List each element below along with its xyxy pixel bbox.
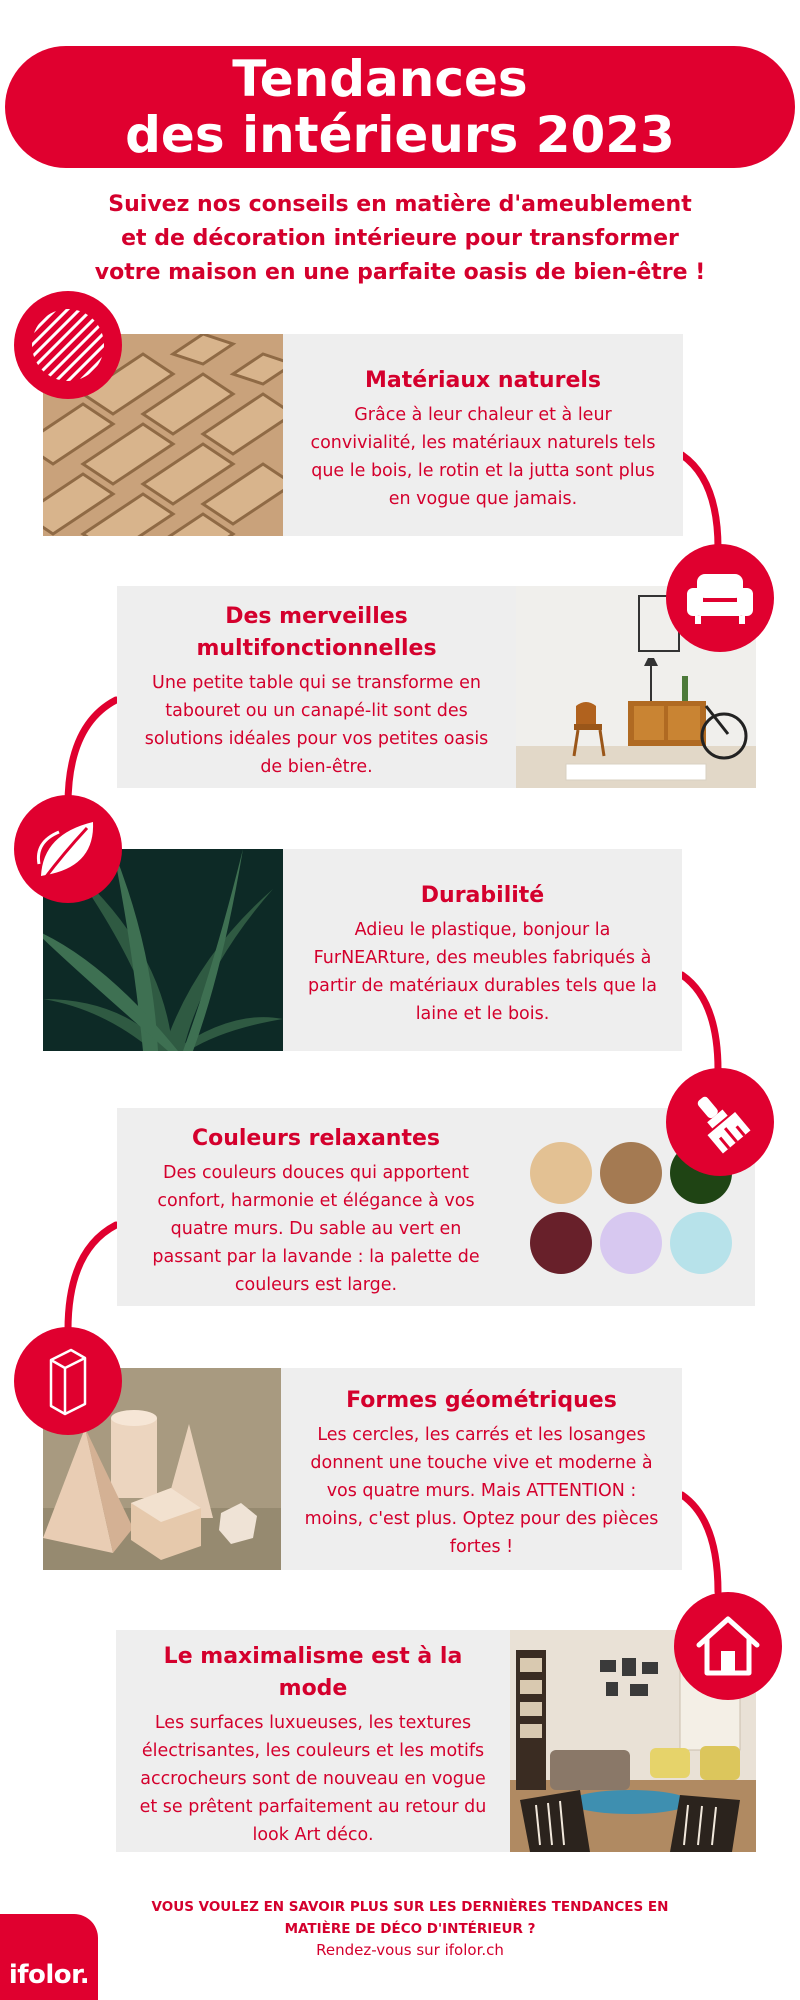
- section-body: Adieu le plastique, bonjour la FurNEARture, des meubles fabriqués à partir de matériaux durables tels que la laine et le bois.: [308, 920, 657, 1024]
- section-text: [117, 1108, 515, 1306]
- ifolor-logo[interactable]: [0, 1914, 98, 2000]
- section-text: [283, 849, 682, 1051]
- armchair-icon: [666, 544, 774, 652]
- section-title: Durabilité: [420, 883, 545, 908]
- intro-line: et de décoration intérieure pour transformer: [121, 226, 679, 251]
- section-multifunctional: [117, 586, 756, 788]
- section-body: Des couleurs douces qui apportent confort, harmonie et élégance à vos quatre murs. Du sable au vert en passant par la lavande : la palette de couleurs est large.: [152, 1163, 480, 1295]
- section-maximalism: [116, 1630, 756, 1852]
- section-body: Les surfaces luxueuses, les textures électrisantes, les couleurs et les motifs accrocheurs sont de nouveau en vogue et se prêtent parfaitement au retour du look Art déco.: [139, 1713, 487, 1845]
- footer-link[interactable]: Rendez-vous sur ifolor.ch: [316, 1941, 504, 1959]
- section-body: Une petite table qui se transforme en tabouret ou un canapé-lit sont des solutions idéales pour vos petites oasis de bien-être.: [144, 673, 489, 777]
- cuboid-icon: [14, 1327, 122, 1435]
- section-natural-materials: [43, 334, 683, 536]
- section-geometric-shapes: [43, 1368, 682, 1570]
- section-title: Formes géométriques: [346, 1388, 617, 1413]
- hatched-circle-icon: [14, 291, 122, 399]
- section-body: Les cercles, les carrés et les losanges donnent une touche vive et moderne à vos quatre murs. Mais ATTENTION : moins, c'est plus. Optez pour des pièces fortes !: [304, 1425, 659, 1557]
- section-relaxing-colors: [117, 1108, 755, 1306]
- color-swatch: [670, 1212, 732, 1274]
- intro-line: votre maison en une parfaite oasis de bien-être !: [94, 260, 706, 285]
- page-title-line1: Tendances: [232, 50, 528, 108]
- intro-line: Suivez nos conseils en matière d'ameublement: [108, 192, 692, 217]
- section-title: Le maximalisme est à la mode: [163, 1644, 463, 1701]
- color-swatch: [530, 1142, 592, 1204]
- section-title: Des merveilles multifonctionnelles: [196, 604, 437, 661]
- section-sustainability: [43, 849, 682, 1051]
- section-text: [281, 1368, 682, 1570]
- section-body: Grâce à leur chaleur et à leur convivialité, les matériaux naturels tels que le bois, le rotin et la jutta sont plus en vogue que jamais.: [310, 405, 656, 509]
- footer: [120, 1896, 700, 1960]
- intro-text: [60, 188, 740, 290]
- color-swatch: [600, 1142, 662, 1204]
- section-title: Matériaux naturels: [364, 368, 602, 393]
- color-swatch: [530, 1212, 592, 1274]
- footer-cta: VOUS VOULEZ EN SAVOIR PLUS SUR LES DERNIÈRES TENDANCES EN MATIÈRE DE DÉCO D'INTÉRIEUR ?: [151, 1899, 669, 1937]
- section-text: [283, 334, 683, 536]
- section-title: Couleurs relaxantes: [191, 1126, 441, 1151]
- logo-text: ifolor.: [8, 1960, 90, 1990]
- title-banner: [5, 46, 795, 168]
- color-swatch: [600, 1212, 662, 1274]
- paintbrush-icon: [666, 1068, 774, 1176]
- house-icon: [674, 1592, 782, 1700]
- section-text: [116, 1630, 510, 1852]
- leaf-icon: [14, 795, 122, 903]
- page-title-line2: des intérieurs 2023: [125, 106, 675, 164]
- section-text: [117, 586, 516, 788]
